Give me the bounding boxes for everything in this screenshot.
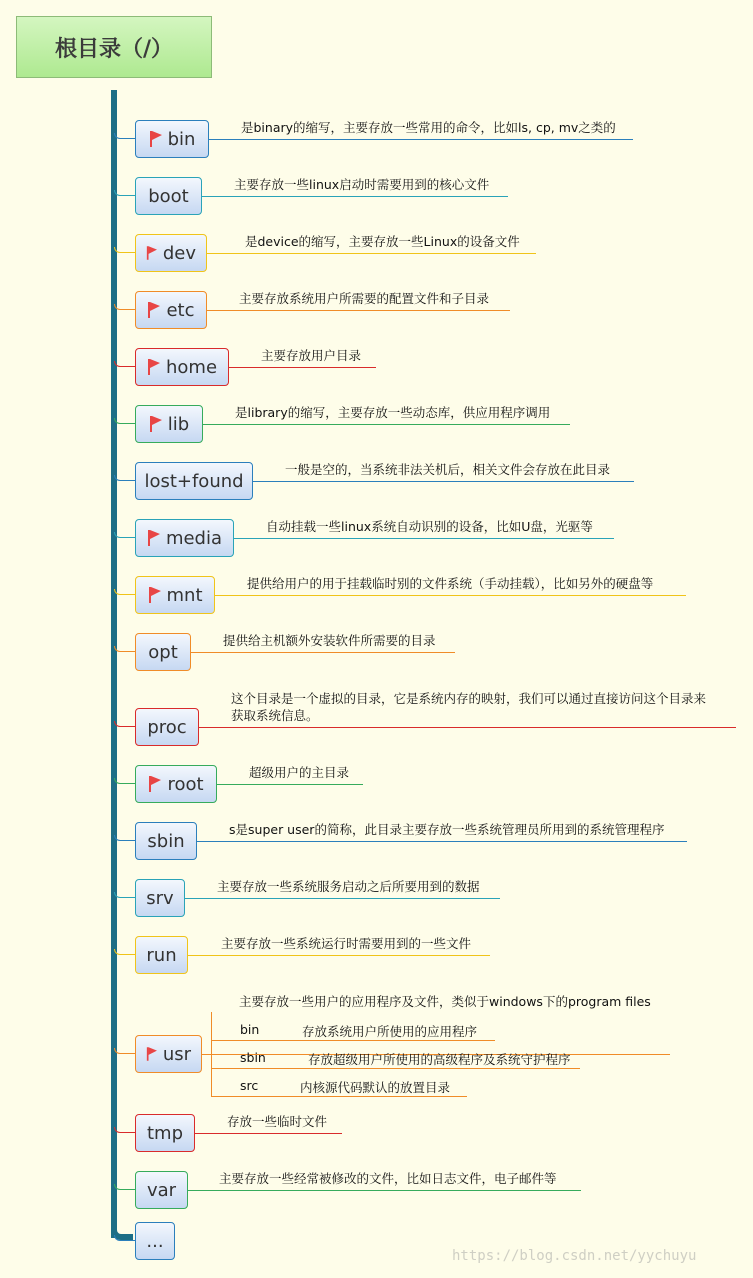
description-connector [191,652,455,653]
dir-node-dev[interactable] [135,234,207,272]
dir-node-more[interactable] [135,1222,175,1260]
dir-description: 超级用户的主目录 [249,765,350,780]
dir-node-label: opt [148,641,178,663]
dir-node-label: home [165,356,218,378]
branch-connector [114,1127,135,1133]
dir-node-etc[interactable] [135,291,207,329]
usr-sub-sbin[interactable]: sbin [240,1050,266,1065]
dir-node-proc[interactable] [135,708,199,746]
dir-description: 存放一些临时文件 [227,1114,328,1129]
dir-node-sbin[interactable] [135,822,197,860]
branch-connector [114,835,135,841]
dir-node-lostfound[interactable] [135,462,253,500]
branch-connector [114,1048,135,1054]
branch-connector [114,721,135,727]
branch-connector [114,532,135,538]
flag-icon [149,415,163,433]
dir-node-label: mnt [166,584,203,606]
dir-node-label: proc [147,716,187,738]
branch-connector [114,247,135,253]
dir-node-lib[interactable] [135,405,203,443]
dir-description: 这个目录是一个虚拟的目录，它是系统内存的映射，我们可以通过直接访问这个目录来 [231,691,707,706]
description-connector [188,1190,581,1191]
dir-node-bin[interactable] [135,120,209,158]
dir-node-label: usr [162,1043,191,1065]
dir-node-label: srv [146,887,174,909]
dir-node-label: tmp [146,1122,184,1144]
flag-icon [146,244,158,262]
dir-node-media[interactable] [135,519,234,557]
dir-node-label: ... [146,1230,164,1252]
dir-description-line2: 获取系统信息。 [231,708,319,723]
branch-connector [114,589,135,595]
dir-description: 主要存放一些系统运行时需要用到的一些文件 [221,936,472,951]
dir-description: 主要存放一些用户的应用程序及文件，类似于windows下的program files [239,994,651,1009]
branch-connector [114,892,135,898]
dir-node-label: etc [166,299,195,321]
dir-node-label: root [167,773,204,795]
dir-node-srv[interactable] [135,879,185,917]
branch-connector [114,361,135,367]
dir-description: 是library的缩写，主要存放一些动态库，供应用程序调用 [235,405,551,420]
description-connector [207,253,536,254]
description-connector [253,481,634,482]
description-connector [234,538,614,539]
sub-connector [211,1068,580,1069]
dir-description: 主要存放系统用户所需要的配置文件和子目录 [239,291,490,306]
dir-node-label: dev [162,242,196,264]
flag-icon [149,130,163,148]
description-connector [207,310,510,311]
dir-node-mnt[interactable] [135,576,215,614]
dir-description: 主要存放一些linux启动时需要用到的核心文件 [234,177,490,192]
usr-sub-src[interactable]: src [240,1078,259,1093]
dir-node-label: lib [167,413,190,435]
dir-node-run[interactable] [135,936,188,974]
description-connector [195,1133,342,1134]
dir-node-label: sbin [147,830,185,852]
flag-icon [148,586,162,604]
description-connector [215,595,686,596]
dir-node-label: lost+found [144,470,244,492]
description-connector [202,196,508,197]
description-connector [199,727,736,728]
description-connector [203,424,570,425]
dir-description: 主要存放一些系统服务启动之后所要用到的数据 [217,879,480,894]
dir-description: 主要存放用户目录 [261,348,362,363]
dir-node-tmp[interactable] [135,1114,195,1152]
dir-description: 一般是空的，当系统非法关机后，相关文件会存放在此目录 [285,462,611,477]
dir-node-label: media [165,527,223,549]
description-connector [188,955,490,956]
dir-node-label: bin [167,128,196,150]
description-connector [197,841,687,842]
usr-sub-description: 存放系统用户所使用的应用程序 [302,1024,478,1039]
dir-node-usr[interactable] [135,1035,202,1073]
branch-connector [114,1184,135,1190]
branch-connector [114,778,135,784]
dir-node-label: boot [148,185,189,207]
flag-icon [147,358,161,376]
description-connector [229,367,376,368]
dir-node-label: var [146,1179,177,1201]
flag-icon [148,775,162,793]
dir-description: 是device的缩写，主要存放一些Linux的设备文件 [245,234,520,249]
description-connector [217,784,363,785]
branch-connector [114,646,135,652]
dir-node-root[interactable] [135,765,217,803]
usr-sub-description: 存放超级用户所使用的高级程序及系统守护程序 [308,1052,571,1067]
dir-node-label: run [146,944,177,966]
branch-connector [114,190,135,196]
sub-connector [211,1096,467,1097]
sub-connector [211,1040,495,1041]
sub-branch-line [211,1012,212,1096]
branch-connector [114,949,135,955]
branch-connector [114,133,135,139]
root-directory-node[interactable]: 根目录（/） [16,16,212,78]
branch-connector [114,475,135,481]
dir-description: s是super user的简称，此目录主要存放一些系统管理员所用到的系统管理程序 [229,822,665,837]
description-connector [185,898,500,899]
branch-connector [114,304,135,310]
dir-description: 提供给用户的用于挂载临时别的文件系统（手动挂载），比如另外的硬盘等 [247,576,654,591]
tree-trunk [111,90,117,1238]
flag-icon [147,301,161,319]
dir-description: 主要存放一些经常被修改的文件，比如日志文件，电子邮件等 [219,1171,557,1186]
dir-description: 自动挂载一些linux系统自动识别的设备，比如U盘，光驱等 [266,519,593,534]
flag-icon [146,1045,158,1063]
branch-connector [114,418,135,424]
description-connector [209,139,633,140]
dir-node-boot[interactable] [135,177,202,215]
branch-connector [114,1235,135,1241]
dir-node-home[interactable] [135,348,229,386]
dir-description: 提供给主机额外安装软件所需要的目录 [223,633,436,648]
watermark: https://blog.csdn.net/yychuyu [452,1248,697,1264]
dir-node-var[interactable] [135,1171,188,1209]
dir-description: 是binary的缩写，主要存放一些常用的命令，比如ls, cp, mv之类的 [241,120,616,135]
usr-sub-description: 内核源代码默认的放置目录 [300,1080,451,1095]
flag-icon [147,529,161,547]
dir-node-opt[interactable] [135,633,191,671]
usr-sub-bin[interactable]: bin [240,1022,260,1037]
